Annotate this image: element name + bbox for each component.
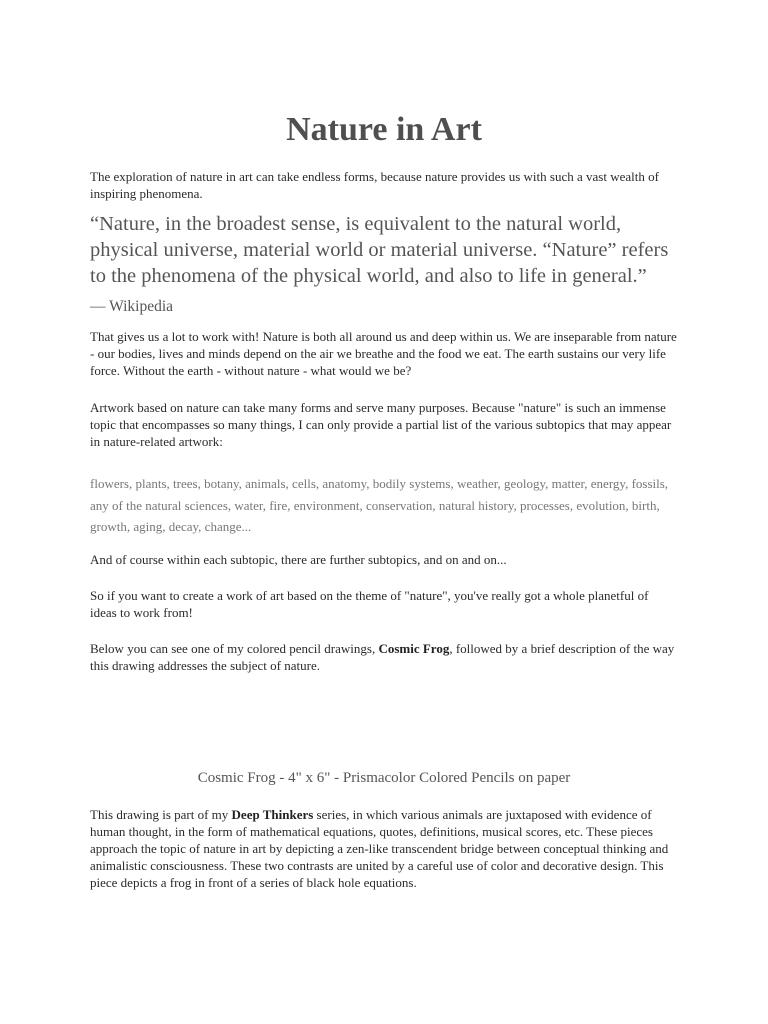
quote-attribution: — Wikipedia xyxy=(90,298,174,315)
drawing-caption: Cosmic Frog - 4" x 6" - Prismacolor Colored Pencils on paper xyxy=(197,770,571,786)
wikipedia-quote: “Nature, in the broadest sense, is equivalent to the natural world, physical universe, material world or material universe. “Nature” refers to the phenomena of the physical world, and also to life in general.” xyxy=(90,213,669,287)
deep-thinkers-text: This drawing is part of my xyxy=(90,807,232,822)
paragraph-artwork-forms: Artwork based on nature can take many forms and serve many purposes. Because "nature" is such an immense topic that encompasses so many things, I can only provide a partial list of the various subtopics that may appear in nature-related artwork: xyxy=(90,400,672,449)
drawing-intro-text: Below you can see one of my colored pencil drawings, xyxy=(90,641,379,656)
paragraph-subtopics: And of course within each subtopic, there are further subtopics, and on and on... xyxy=(90,552,507,567)
paragraph-deep-thinkers xyxy=(90,806,678,891)
paragraph-drawing-intro xyxy=(90,640,678,674)
paragraph-planetful: So if you want to create a work of art based on the theme of "nature", you've really got a whole planetful of ideas to work from! xyxy=(90,588,649,620)
drawing-intro-text-end: , followed by a brief description of the way this drawing addresses the subject of nature. xyxy=(90,641,675,673)
paragraph-work-with: That gives us a lot to work with! Nature is both all around us and deep within us. We are inseparable from nature - our bodies, lives and minds depend on the air we breathe and the food we eat. The earth sustains our very life force. Without the earth - without nature - what would we be? xyxy=(90,329,677,378)
drawing-title-bold: Cosmic Frog xyxy=(378,641,450,656)
subtopics-list: flowers, plants, trees, botany, animals, cells, anatomy, bodily systems, weather, geology, matter, energy, fossils, any of the natural sciences, water, fire, environment, conservation, natural history, processes, evolution, birth, growth, aging, decay, change... xyxy=(90,476,669,534)
intro-paragraph: The exploration of nature in art can take endless forms, because nature provides us with such a vast wealth of inspiring phenomena. xyxy=(90,169,659,201)
page-title: Nature in Art xyxy=(286,111,482,148)
series-name-bold: Deep Thinkers xyxy=(231,807,314,822)
deep-thinkers-text-end: series, in which various animals are juxtaposed with evidence of human thought, in the form of mathematical equations, quotes, definitions, musical scores, etc. These pieces approach the topic of nature in art by depicting a zen-like transcendent bridge between conceptual thinking and animalistic consciousness. These two contrasts are united by a careful use of color and decorative design. This piece depicts a frog in front of a series of black hole equations. xyxy=(90,807,669,890)
